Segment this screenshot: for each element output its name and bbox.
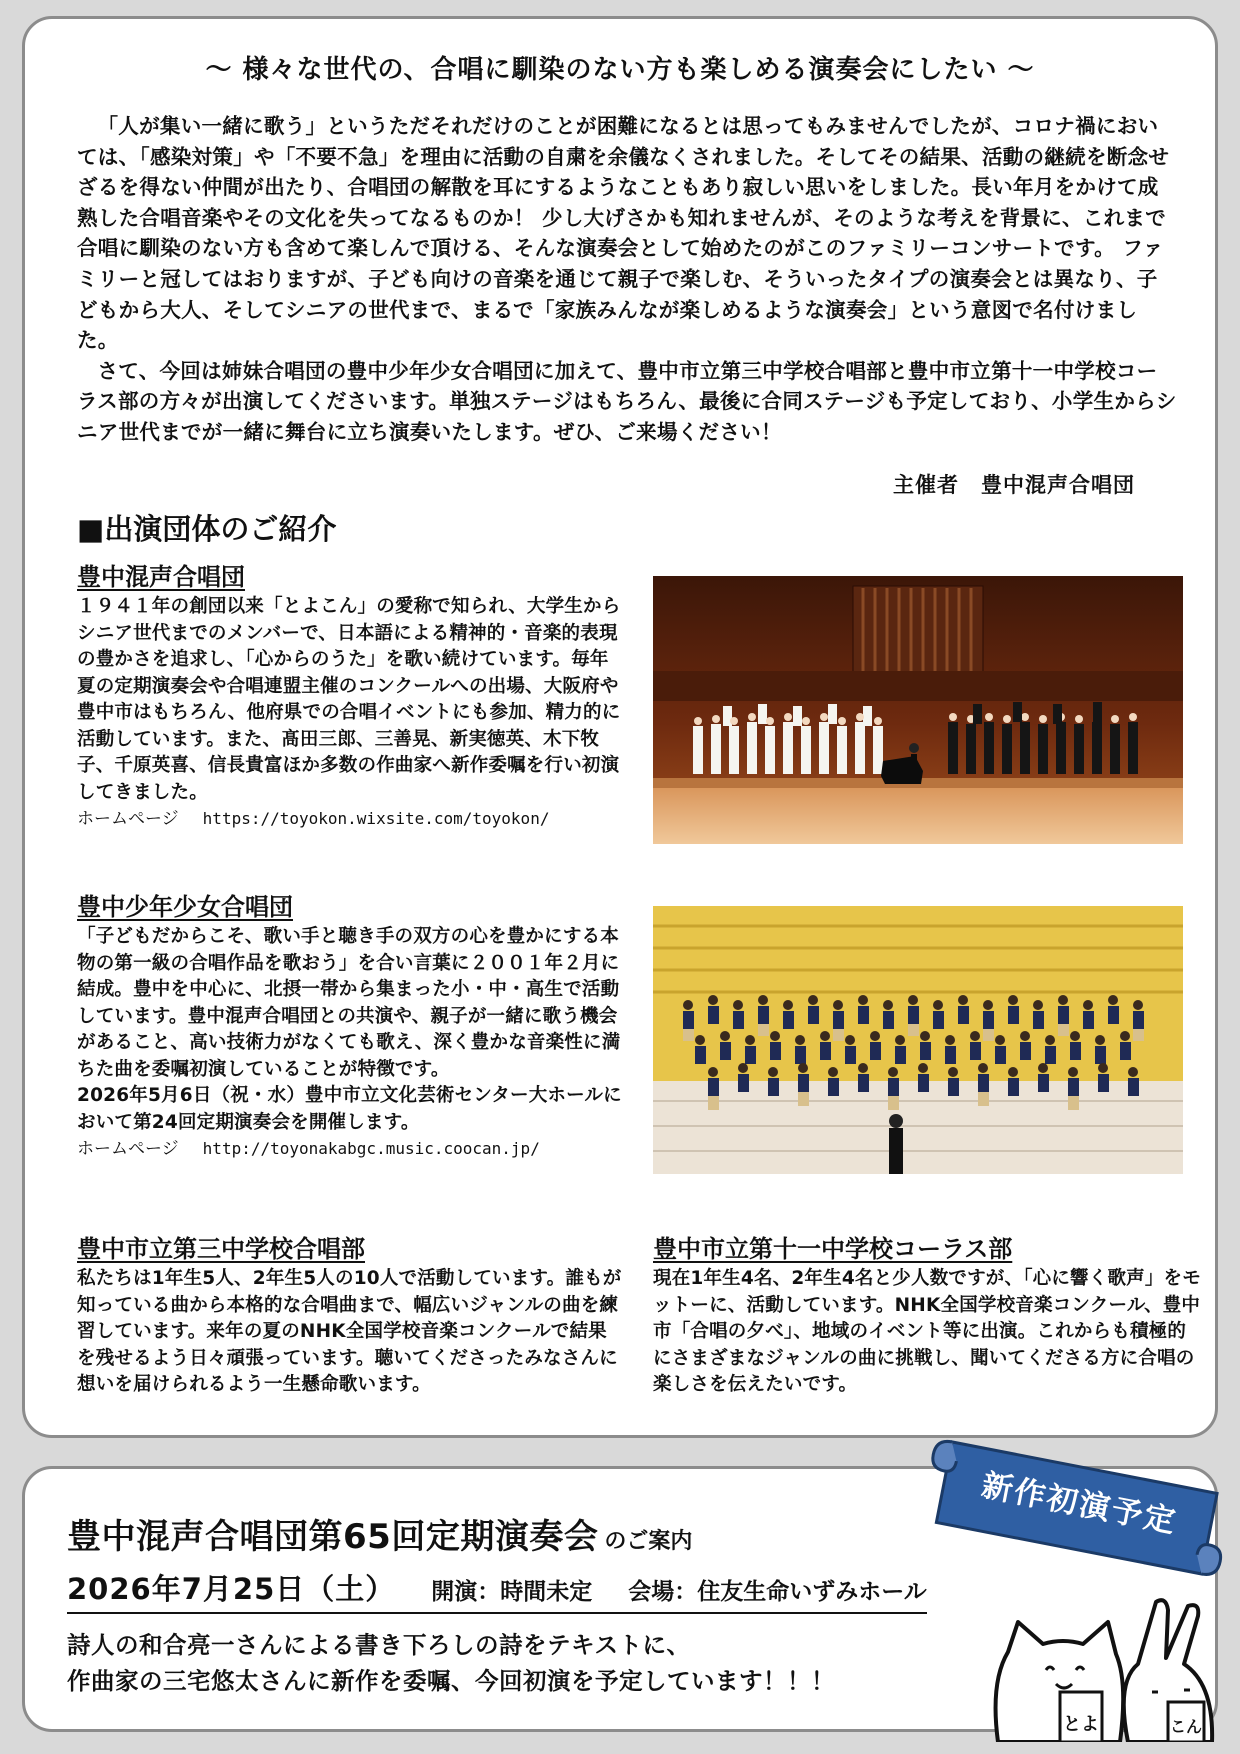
group-toyonaka-youth-choir [77,887,625,1162]
group-name: 豊中市立第十一中学校コーラス部 [653,1235,1013,1263]
concert-start: 開演：時間未定 [431,1579,593,1605]
homepage [77,1136,625,1162]
group-description: １９４１年の創団以来「とよこん」の愛称で知られ、大学生からシニア世代までのメンバーで、日本語による精神的・音楽的表現の豊かさを追求し、「心からのうた」を歌い続けています。毎年夏の定期演奏会や合唱連盟主催のコンクールへの出場、大阪府や豊中市はもちろん、他府県での合唱イベントにも参加、精力的に活動しています。また、髙田三郎、三善晃、新実徳英、木下牧子、千原英喜、信長貴富ほか多数の作曲家へ新作委嘱を行い初演してきました。 [77,596,621,803]
concert-text-line-1: 詩人の和合亮一さんによる書き下ろしの詩をテキストに、 [67,1631,691,1659]
group-name: 豊中市立第三中学校合唱部 [77,1235,365,1263]
group-name: 豊中混声合唱団 [77,563,245,591]
group-eleventh-junior-high-chorus [653,1229,1201,1399]
concert-venue: 会場：住友生命いずみホール [628,1579,927,1605]
intro-paragraph-1: 「人が集い一緒に歌う」というただそれだけのことが困難になるとは思ってもみませんでしたが、コロナ禍においては、「感染対策」や「不要不急」を理由に活動の自粛を余儀なくされました。そしてその結果、活動の継続を断念せざるを得ない仲間が出たり、合唱団の解散を耳にするようなこともあり寂しい思いをしました。長い年月をかけて成熟した合唱音楽やその文化を失ってなるものか！ 少し大げさかも知れませんが、そのような考えを背景に、これまで合唱に馴染のない方も含めて楽しんで頂ける、そんな演奏会として始めたのがこのファミリーコンサートです。 ファミリーと冠してはおりますが、子ども向けの音楽を通じて親子で楽しむ、そういったタイプの演奏会とは異なり、子どもから大人、そしてシニアの世代まで、まるで「家族みんなが楽しめるような演奏会」という意図で名付けました。 [77,114,1170,353]
mascot-label-right: こん [1169,1717,1203,1736]
concert-info [67,1567,927,1614]
intro-text [77,111,1177,448]
group-toyokon [77,557,625,832]
concert-title-main: 豊中混声合唱団第65回定期演奏会 [67,1517,599,1557]
headline: ～ 様々な世代の、合唱に馴染のない方も楽しめる演奏会にしたい ～ [205,55,1035,85]
group-description: 私たちは1年生5人、2年生5人の10人で活動しています。誰もが知っている曲から本格的な合唱曲まで、幅広いジャンルの曲を練習しています。来年の夏のNHK全国学校音楽コンクールで結果を残せるよう日々頑張っています。聴いてくださったみなさんに想いを届けられるよう一生懸命歌います。 [77,1268,622,1395]
photo-toyokon-concert [653,576,1183,844]
group-third-junior-high-choir [77,1229,625,1399]
intro-paragraph-2: さて、今回は姉妹合唱団の豊中少年少女合唱団に加えて、豊中市立第三中学校合唱部と豊中市立第十一中学校コーラス部の方々が出演してくださいます。単独ステージはもちろん、最後に合同ステージも予定しており、小学生からシニア世代までが一緒に舞台に立ち演奏いたします。ぜひ、ご来場ください！ [77,358,1177,444]
concert-note: 2026年5月6日（祝・水）豊中市立文化芸術センター大ホールにおいて第24回定期演奏会を開催します。 [77,1085,622,1133]
photo-youth-choir [653,906,1183,1174]
concert-description [67,1627,835,1699]
concert-title-suffix: のご案内 [604,1529,693,1554]
mascot-cat-rabbit-icon [988,1592,1228,1742]
homepage-label: ホームページ [77,809,179,829]
group-name: 豊中少年少女合唱団 [77,893,293,921]
premiere-banner-text: 新作初演予定 [978,1467,1180,1541]
section-title: ■出演団体のご紹介 [77,512,337,546]
concert-title [67,1509,692,1558]
homepage [77,806,625,832]
concert-date: 2026年7月25日（土） [67,1572,396,1606]
intro-panel [22,16,1218,1438]
concert-text-line-2: 作曲家の三宅悠太さんに新作を委嘱、今回初演を予定しています！！！ [67,1667,835,1695]
homepage-link[interactable]: http://toyonakabgc.music.coocan.jp/ [202,1139,540,1158]
mascot-label-left: とよ [1063,1714,1099,1735]
group-description: 現在1年生4名、2年生4名と少人数ですが、「心に響く歌声」をモットーに、活動しています。NHK全国学校音楽コンクール、豊中市「合唱の夕べ」、地域のイベント等に出演。これからも積極的にさまざまなジャンルの曲に挑戦し、聞いてくださる方に合唱の楽しさを伝えたいです。 [653,1268,1201,1395]
group-description: 「子どもだからこそ、歌い手と聴き手の双方の心を豊かにする本物の第一級の合唱作品を歌おう」を合い言葉に２００１年２月に結成。豊中を中心に、北摂一帯から集まった小・中・高生で活動しています。豊中混声合唱団との共演や、親子が一緒に歌う機会があること、高い技術力がなくても歌え、深く豊かな音楽性に満ちた曲を委嘱初演していることが特徴です。 [77,926,621,1080]
homepage-link[interactable]: https://toyokon.wixsite.com/toyokon/ [202,809,550,828]
homepage-label: ホームページ [77,1139,179,1159]
organizer-signature: 主催者 豊中混声合唱団 [893,473,1135,497]
